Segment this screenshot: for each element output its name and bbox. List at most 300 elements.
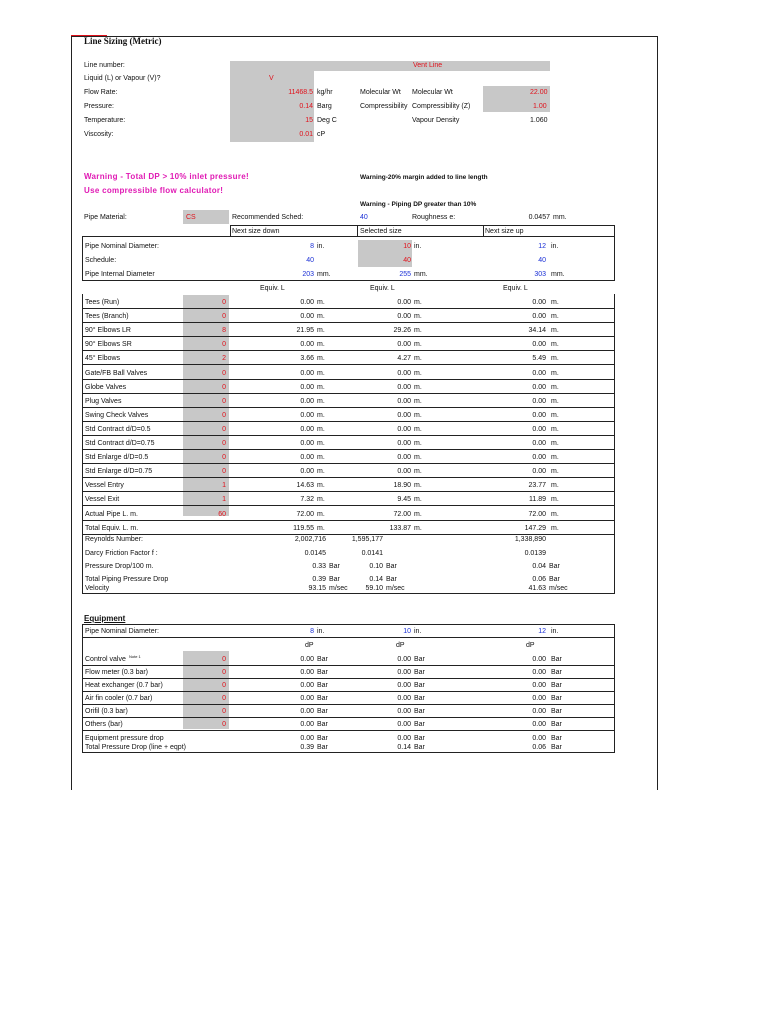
fitting-equiv-unit: m. <box>551 411 559 419</box>
equip-dp-unit: Bar <box>317 720 328 728</box>
result-unit: Bar <box>386 576 397 583</box>
fitting-equiv-value: 0.00 <box>300 411 314 419</box>
fitting-equiv-value: 0.00 <box>532 313 546 321</box>
results-left-border <box>82 533 83 594</box>
equip-diam-value: 10 <box>403 628 411 635</box>
equip-dp-unit: Bar <box>317 668 328 676</box>
col-head-1: Selected size <box>360 228 402 235</box>
material-label: Pipe Material: <box>84 214 127 221</box>
equip-dp-total-value: 0.00 <box>397 735 411 742</box>
equip-dp-unit: Bar <box>551 656 562 663</box>
fitting-equiv-unit: m. <box>414 355 422 363</box>
col-div-right <box>614 225 615 236</box>
rough-unit: mm. <box>553 214 567 221</box>
equip-dp-total-value: 0.00 <box>300 735 314 742</box>
fitting-equiv-unit: m. <box>551 355 559 363</box>
fitting-label: 90° Elbows SR <box>85 341 132 349</box>
result-label: Darcy Friction Factor f : <box>85 550 158 557</box>
equip-bottom-line <box>82 752 615 753</box>
equip-row-line <box>82 691 615 692</box>
fitting-equiv-unit: m. <box>551 510 559 518</box>
result-unit: m/sec <box>549 585 568 592</box>
result-unit: Bar <box>386 563 397 570</box>
material-input[interactable]: CS <box>186 214 196 221</box>
fitting-equiv-unit: m. <box>414 510 422 518</box>
equip-dp-value: 0.00 <box>532 668 546 676</box>
z-label-1: Compressibility <box>360 103 408 110</box>
equip-dp-value: 0.00 <box>300 668 314 676</box>
fitting-label: Tees (Run) <box>85 299 120 306</box>
fitting-row-line <box>82 322 615 323</box>
result-value: 0.10 <box>369 563 383 570</box>
equip-dp-unit: Bar <box>414 720 425 728</box>
table-top-line <box>230 225 615 226</box>
equip-top-line <box>82 624 615 625</box>
fitting-row-line <box>82 421 615 422</box>
fitting-count-input[interactable]: 8 <box>222 327 226 335</box>
equip-dp-unit: Bar <box>317 707 328 715</box>
fitting-equiv-unit: m. <box>551 383 559 391</box>
equip-row-line <box>82 730 615 731</box>
equip-count-input[interactable]: 0 <box>222 681 226 689</box>
fitting-equiv-unit: m. <box>317 341 325 349</box>
fitting-label: Std Enlarge d/D=0.5 <box>85 454 149 462</box>
result-value: 0.0145 <box>304 550 326 557</box>
equip-row-line <box>82 704 615 705</box>
equip-row-line <box>82 665 615 666</box>
fitting-equiv-value: 147.29 <box>524 524 546 532</box>
result-label: Total Piping Pressure Drop <box>85 576 169 583</box>
col-div-3 <box>483 225 484 236</box>
equip-count-input[interactable]: 0 <box>222 707 226 715</box>
equip-dp-value: 0.00 <box>397 707 411 715</box>
equip-dp-total-unit: Bar <box>414 735 425 742</box>
equip-count-input[interactable]: 0 <box>222 720 226 728</box>
fitting-count-input[interactable]: 0 <box>222 369 226 377</box>
pressure-label: Pressure: <box>84 103 114 110</box>
fitting-equiv-value: 0.00 <box>300 454 314 462</box>
equip-count-input[interactable]: 0 <box>222 694 226 702</box>
equip-count-input[interactable]: 0 <box>222 656 226 663</box>
pipe-row-value: 12 <box>538 243 546 250</box>
fitting-equiv-unit: m. <box>551 425 559 433</box>
equip-dp-value: 0.00 <box>397 681 411 689</box>
visc-unit: cP <box>317 131 326 138</box>
fitting-count-input[interactable]: 0 <box>222 397 226 405</box>
pipe-row-unit: in. <box>317 243 325 250</box>
fitting-label: Vessel Entry <box>85 482 124 490</box>
flow-label: Flow Rate: <box>84 89 118 96</box>
fitting-equiv-unit: m. <box>551 524 559 532</box>
fitting-equiv-value: 133.87 <box>389 524 411 532</box>
fitting-equiv-value: 0.00 <box>300 397 314 405</box>
fitting-equiv-unit: m. <box>551 468 559 476</box>
fitting-label: 45° Elbows <box>85 355 121 363</box>
fitting-equiv-unit: m. <box>414 482 422 490</box>
fitting-equiv-value: 0.00 <box>397 313 411 321</box>
fitting-equiv-value: 0.00 <box>397 425 411 433</box>
equip-dp-unit: Bar <box>551 668 562 676</box>
fitting-equiv-unit: m. <box>317 496 325 504</box>
fitting-equiv-unit: m. <box>317 327 325 335</box>
fitting-row-line <box>82 393 615 394</box>
equip-note: Note 1 <box>129 654 141 659</box>
fitting-label: Plug Valves <box>85 397 122 405</box>
fitting-equiv-unit: m. <box>414 524 422 532</box>
fitting-equiv-unit: m. <box>414 496 422 504</box>
col-div-1 <box>230 225 231 236</box>
fitting-label: Total Equiv. L. m. <box>85 524 139 532</box>
pipe-row-value: 10 <box>403 243 411 250</box>
grand-total-value: 0.39 <box>300 744 314 751</box>
result-value: 1,595,177 <box>351 536 383 543</box>
fitting-equiv-unit: m. <box>414 383 422 391</box>
rough-label: Roughness e: <box>412 214 456 221</box>
col-head-2: Next size up <box>485 228 524 235</box>
pipe-row-value: 40 <box>306 257 314 264</box>
mw-input[interactable]: 22.00 <box>530 89 548 96</box>
fitting-equiv-value: 5.49 <box>532 355 546 363</box>
fitting-equiv-value: 72.00 <box>296 510 314 518</box>
mw-label-2: Molecular Wt <box>412 89 453 96</box>
fitting-label: Tees (Branch) <box>85 313 129 321</box>
equip-dp-value: 0.00 <box>300 656 314 663</box>
fitting-equiv-unit: m. <box>551 496 559 504</box>
equip-dp-value: 0.00 <box>397 694 411 702</box>
result-unit: m/sec <box>329 585 348 592</box>
fitting-label: Swing Check Valves <box>85 411 149 419</box>
fitting-equiv-unit: m. <box>414 313 422 321</box>
equip-dp-value: 0.00 <box>532 707 546 715</box>
page-left-border <box>71 36 72 790</box>
equip-dp-head: dP <box>526 642 535 649</box>
equipment-title: Equipment <box>84 614 126 623</box>
fitting-equiv-value: 72.00 <box>393 510 411 518</box>
result-unit: Bar <box>329 563 340 570</box>
equip-dp-unit: Bar <box>414 681 425 689</box>
fitting-label: Globe Valves <box>85 383 127 391</box>
fitting-row-line <box>82 477 615 478</box>
fitting-equiv-unit: m. <box>317 524 325 532</box>
fitting-equiv-value: 34.14 <box>528 327 546 335</box>
fitting-count-input[interactable]: 0 <box>222 411 226 419</box>
equiv-head: Equiv. L <box>260 285 285 292</box>
fitting-equiv-value: 0.00 <box>397 468 411 476</box>
equip-dp-value: 0.00 <box>300 707 314 715</box>
fitting-equiv-value: 0.00 <box>532 369 546 377</box>
fitting-count-input[interactable]: 0 <box>222 440 226 447</box>
equip-dp-unit: Bar <box>414 707 425 715</box>
fitting-equiv-unit: m. <box>414 397 422 405</box>
fitting-equiv-unit: m. <box>414 440 422 447</box>
z-input[interactable]: 1.00 <box>533 103 547 110</box>
fitting-equiv-value: 3.66 <box>300 355 314 363</box>
fitting-label: 90° Elbows LR <box>85 327 131 335</box>
rough-value: 0.0457 <box>528 214 550 221</box>
line-number-input[interactable]: Vent Line <box>413 62 443 69</box>
pipe-row-unit: mm. <box>551 271 565 278</box>
equip-dp-unit: Bar <box>414 656 425 663</box>
fitting-equiv-unit: m. <box>317 411 325 419</box>
result-value: 59.10 <box>365 585 383 592</box>
equip-dp-value: 0.00 <box>532 681 546 689</box>
fitting-count-input[interactable]: 0 <box>222 468 226 476</box>
margin-warning: Warning-20% margin added to line length <box>360 174 488 181</box>
result-value: 0.39 <box>312 576 326 583</box>
equip-head-line <box>82 637 615 638</box>
fitting-equiv-value: 21.95 <box>296 327 314 335</box>
flow-input[interactable]: 11468.5 <box>288 89 313 96</box>
fitting-count-input[interactable]: 0 <box>222 341 226 349</box>
equip-diam-unit: in. <box>551 628 559 635</box>
line-number-label: Line number: <box>84 62 125 69</box>
fitting-count-input[interactable]: 0 <box>222 313 226 321</box>
pipe-row-value: 40 <box>538 257 546 264</box>
result-value: 0.04 <box>532 563 546 570</box>
sched-value: 40 <box>360 214 368 221</box>
vd-value: 1.060 <box>530 117 548 124</box>
fitting-equiv-unit: m. <box>317 369 325 377</box>
fittings-right-border <box>614 294 615 544</box>
equip-dp-head: dP <box>305 642 314 649</box>
result-value: 93.15 <box>308 585 326 592</box>
fitting-count-input[interactable]: 2 <box>222 355 226 363</box>
pipe-row-value: 303 <box>534 271 546 278</box>
fitting-label: Actual Pipe L. m. <box>85 510 138 518</box>
visc-input[interactable]: 0.01 <box>299 131 313 138</box>
fitting-count-input[interactable]: 60 <box>218 510 226 518</box>
phase-input[interactable]: V <box>269 75 274 82</box>
table-head-line <box>82 236 615 237</box>
equip-dp-value: 0.00 <box>532 720 546 728</box>
fitting-equiv-unit: m. <box>551 440 559 447</box>
dp-warning: Warning - Total DP > 10% inlet pressure! <box>84 172 249 181</box>
fitting-row-line <box>82 435 615 436</box>
equip-dp-value: 0.00 <box>397 656 411 663</box>
fitting-equiv-unit: m. <box>414 327 422 335</box>
fitting-equiv-value: 11.89 <box>529 496 546 504</box>
fitting-count-input[interactable]: 1 <box>222 496 226 504</box>
result-value: 0.0141 <box>361 550 383 557</box>
fitting-equiv-value: 0.00 <box>300 440 314 447</box>
results-bottom-line <box>82 593 615 594</box>
fitting-equiv-unit: m. <box>317 299 325 306</box>
temp-input[interactable]: 15 <box>305 117 313 124</box>
fitting-equiv-value: 0.00 <box>300 468 314 476</box>
fitting-equiv-value: 0.00 <box>300 383 314 391</box>
fitting-equiv-value: 23.77 <box>528 482 546 490</box>
fitting-row-line <box>82 336 615 337</box>
equip-dp-total-unit: Bar <box>551 735 562 742</box>
pipe-left-border <box>82 236 83 281</box>
grand-total-label: Total Pressure Drop (line + eqpt) <box>85 744 186 751</box>
equip-dp-unit: Bar <box>317 694 328 702</box>
fitting-equiv-value: 7.32 <box>300 496 314 504</box>
equip-dp-value: 0.00 <box>300 720 314 728</box>
visc-label: Viscosity: <box>84 131 114 138</box>
equip-dp-value: 0.00 <box>300 694 314 702</box>
equip-dp-unit: Bar <box>317 681 328 689</box>
fitting-equiv-value: 0.00 <box>397 411 411 419</box>
result-unit: Bar <box>549 563 560 570</box>
pipe-right-border <box>614 236 615 281</box>
fitting-row-line <box>82 463 615 464</box>
equip-dp-value: 0.00 <box>397 720 411 728</box>
equip-dp-value: 0.00 <box>532 656 546 663</box>
result-unit: Bar <box>329 576 340 583</box>
vd-label: Vapour Density <box>412 117 460 124</box>
fitting-equiv-value: 0.00 <box>532 425 546 433</box>
fitting-equiv-unit: m. <box>414 341 422 349</box>
equip-diam-label: Pipe Nominal Diameter: <box>85 628 159 635</box>
fitting-count-input[interactable]: 1 <box>222 482 226 490</box>
mw-label-1: Molecular Wt <box>360 89 401 96</box>
pipe-bottom-line <box>82 280 615 281</box>
result-value: 2,002,716 <box>294 536 326 543</box>
fitting-equiv-unit: m. <box>317 425 325 433</box>
grand-total-value: 0.06 <box>532 744 546 751</box>
equip-item-label: Air fin cooler (0.7 bar) <box>85 694 153 702</box>
equip-diam-value: 12 <box>538 628 546 635</box>
equip-dp-unit: Bar <box>414 668 425 676</box>
fitting-count-input[interactable]: 0 <box>222 454 226 462</box>
fitting-equiv-unit: m. <box>317 355 325 363</box>
fitting-equiv-value: 0.00 <box>300 313 314 321</box>
equip-dp-unit: Bar <box>551 694 562 702</box>
fitting-equiv-unit: m. <box>414 468 422 476</box>
fitting-equiv-value: 0.00 <box>397 299 411 306</box>
fitting-equiv-unit: m. <box>317 454 325 462</box>
equiv-head: Equiv. L <box>503 285 528 292</box>
fitting-equiv-unit: m. <box>551 313 559 321</box>
equip-item-label: Flow meter (0.3 bar) <box>85 668 149 676</box>
pipe-row-unit: mm. <box>414 271 428 278</box>
result-value: 1,338,890 <box>514 536 546 543</box>
fitting-equiv-value: 0.00 <box>532 411 546 419</box>
fitting-row-line <box>82 407 615 408</box>
fitting-equiv-unit: m. <box>317 383 325 391</box>
fitting-equiv-unit: m. <box>414 369 422 377</box>
sheet-title: Line Sizing (Metric) <box>84 36 162 46</box>
grand-total-unit: Bar <box>317 744 328 751</box>
flow-unit: kg/hr <box>317 89 333 96</box>
fitting-equiv-unit: m. <box>551 327 559 335</box>
temp-label: Temperature: <box>84 117 126 124</box>
fitting-equiv-unit: m. <box>414 425 422 433</box>
fitting-equiv-value: 0.00 <box>532 383 546 391</box>
pipe-row-value: 255 <box>399 271 411 278</box>
equip-dp-value: 0.00 <box>300 681 314 689</box>
pressure-input[interactable]: 0.14 <box>299 103 313 110</box>
pipe-row-value: 8 <box>310 243 314 250</box>
fitting-equiv-value: 0.00 <box>300 425 314 433</box>
fitting-equiv-value: 0.00 <box>397 369 411 377</box>
equiv-head: Equiv. L <box>370 285 395 292</box>
result-value: 0.14 <box>369 576 383 583</box>
equip-dp-value: 0.00 <box>532 694 546 702</box>
piping-warning: Warning - Piping DP greater than 10% <box>360 201 477 208</box>
fitting-row-line <box>82 449 615 450</box>
result-value: 0.06 <box>532 576 546 583</box>
fitting-equiv-unit: m. <box>317 482 325 490</box>
pipe-row-unit: in. <box>414 243 422 250</box>
equip-dp-total-unit: Bar <box>317 735 328 742</box>
fitting-row-line <box>82 364 615 365</box>
fittings-left-border <box>82 294 83 544</box>
z-label-2: Compressibility (Z) <box>412 103 471 110</box>
equip-item-label: Orifil (0.3 bar) <box>85 707 128 715</box>
pipe-row-label: Pipe Nominal Diameter: <box>85 243 159 250</box>
fitting-equiv-value: 0.00 <box>300 299 314 306</box>
fitting-equiv-unit: m. <box>317 440 325 447</box>
fitting-equiv-unit: m. <box>414 411 422 419</box>
pipe-row-value: 203 <box>302 271 314 278</box>
equip-count-input[interactable]: 0 <box>222 668 226 676</box>
equip-row-line <box>82 717 615 718</box>
fitting-row-line <box>82 491 615 492</box>
fitting-equiv-value: 0.00 <box>532 341 546 349</box>
fitting-equiv-value: 9.45 <box>397 496 411 504</box>
fitting-equiv-value: 72.00 <box>528 510 546 518</box>
col-head-0: Next size down <box>232 228 280 235</box>
pressure-unit: Barg <box>317 103 332 110</box>
fitting-label: Vessel Exit <box>85 496 120 504</box>
fitting-equiv-value: 14.63 <box>296 482 314 490</box>
pipe-row-label: Schedule: <box>85 257 117 264</box>
fitting-equiv-value: 0.00 <box>397 341 411 349</box>
page-right-border <box>657 36 658 790</box>
fitting-equiv-value: 0.00 <box>300 341 314 349</box>
fitting-equiv-unit: m. <box>551 397 559 405</box>
fitting-row-line <box>82 520 615 521</box>
fitting-equiv-value: 0.00 <box>532 397 546 405</box>
fitting-equiv-value: 0.00 <box>397 383 411 391</box>
equip-diam-unit: in. <box>414 628 422 635</box>
result-unit: Bar <box>549 576 560 583</box>
result-label: Reynolds Number: <box>85 536 143 543</box>
grand-total-value: 0.14 <box>397 744 411 751</box>
grand-total-unit: Bar <box>551 744 562 751</box>
fitting-count-input[interactable]: 0 <box>222 299 226 306</box>
fitting-equiv-value: 119.55 <box>293 524 314 532</box>
equip-dp-value: 0.00 <box>397 668 411 676</box>
col-div-2 <box>357 225 358 236</box>
fitting-equiv-value: 18.90 <box>393 482 411 490</box>
fitting-row-line <box>82 308 615 309</box>
equip-dp-unit: Bar <box>551 707 562 715</box>
fitting-equiv-unit: m. <box>551 369 559 377</box>
equip-item-label: Control valve <box>85 656 126 663</box>
result-value: 0.0139 <box>524 550 546 557</box>
equip-dp-total-value: 0.00 <box>532 735 546 742</box>
fitting-count-input[interactable]: 0 <box>222 425 226 433</box>
fitting-row-line <box>82 505 615 506</box>
fitting-equiv-unit: m. <box>317 468 325 476</box>
fitting-equiv-value: 29.26 <box>393 327 411 335</box>
fitting-count-input[interactable]: 0 <box>222 383 226 391</box>
result-label: Pressure Drop/100 m. <box>85 563 154 570</box>
fitting-equiv-unit: m. <box>414 454 422 462</box>
fitting-label: Gate/FB Ball Valves <box>85 369 148 377</box>
equip-diam-unit: in. <box>317 628 325 635</box>
equip-row-line <box>82 678 615 679</box>
equip-dp-unit: Bar <box>551 681 562 689</box>
fitting-equiv-unit: m. <box>551 454 559 462</box>
fitting-label: Std Enlarge d/D=0.75 <box>85 468 153 476</box>
equip-dp-unit: Bar <box>414 694 425 702</box>
equip-dp-head: dP <box>396 642 405 649</box>
equip-dp-unit: Bar <box>317 656 328 663</box>
